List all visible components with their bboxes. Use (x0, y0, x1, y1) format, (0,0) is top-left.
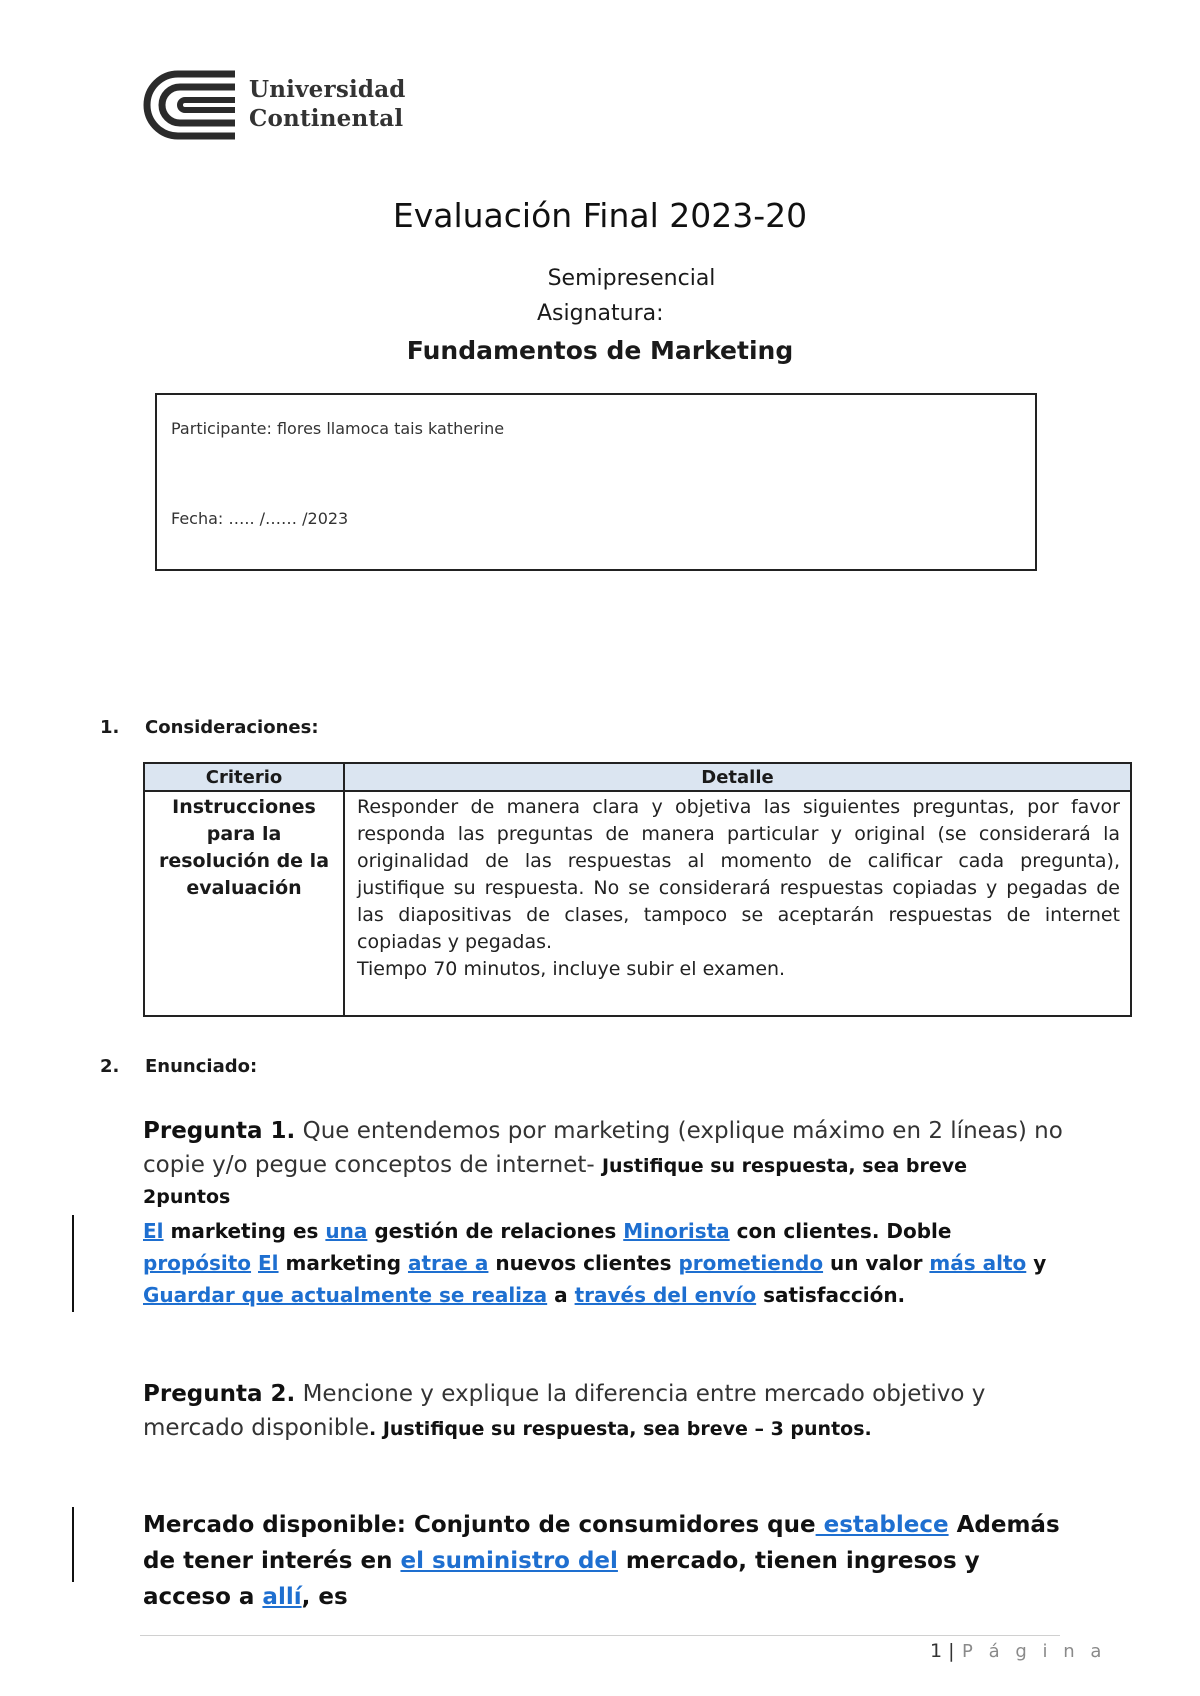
section2-number: 2. (100, 1056, 120, 1077)
question-2-instruction: . Justifique su respuesta, sea breve – 3 puntos. (368, 1418, 872, 1440)
question-1-label: Pregunta 1. (143, 1118, 296, 1144)
answer-2-segment: mercado, tienen ingresos y acceso a (143, 1548, 980, 1610)
question-1-instruction: Justifique su respuesta, sea breve (601, 1155, 968, 1177)
answer-1-segment: El (143, 1219, 164, 1243)
table-cell-criterio: Instrucciones para la resolución de la evaluación (144, 791, 344, 1016)
subject-name: Fundamentos de Marketing (406, 336, 794, 365)
question-1-prompt: Que entendemos por marketing (explique máximo en 2 líneas) no copie y/o pegue conceptos de internet- (143, 1118, 1063, 1178)
answer-1-segment: Guardar que actualmente se realiza (143, 1283, 548, 1307)
participant-field: Participante: flores llamoca tais katherine (171, 419, 505, 438)
page-word: P á g i n a (962, 1641, 1107, 1662)
answer-1-segment (251, 1251, 258, 1275)
page-number-value: 1 (930, 1640, 943, 1662)
detail-time: Tiempo 70 minutos, incluye subir el examen. (357, 958, 786, 980)
section1-number: 1. (100, 717, 120, 738)
answer-1-segment: prometiendo (678, 1251, 824, 1275)
answer-1-segment: través del envío (574, 1283, 757, 1307)
answer-1-segment: atrae a (407, 1251, 489, 1275)
answer-1-segment: gestión de relaciones (367, 1219, 624, 1243)
section1-heading: Consideraciones: (145, 717, 319, 738)
answer-1-segment: y (1026, 1251, 1047, 1275)
criteria-table (143, 762, 1132, 1017)
answer-2 (143, 1507, 1063, 1615)
question-2-prompt: Mencione y explique la diferencia entre mercado objetivo y mercado disponible (143, 1381, 986, 1441)
answer-2-segment: el suministro del (400, 1548, 618, 1574)
question-1-points: 2puntos (143, 1186, 231, 1208)
answer-1-segment: marketing (278, 1251, 408, 1275)
modality: Semipresencial (547, 266, 716, 291)
table-header-criterio: Criterio (144, 763, 344, 791)
question-2-text (143, 1377, 1073, 1446)
question-2 (143, 1377, 1073, 1446)
answer-2-segment: establece (815, 1512, 949, 1538)
table-header-row (144, 763, 1131, 791)
answer-1-segment: marketing es (163, 1219, 326, 1243)
date-field: Fecha: ….. /…… /2023 (171, 509, 349, 528)
document-title: Evaluación Final 2023-20 (392, 196, 808, 235)
answer-1-segment: Minorista (623, 1219, 730, 1243)
university-logo (143, 70, 406, 140)
answer-2-segment: , es (301, 1584, 348, 1610)
page-number (930, 1640, 955, 1662)
question-1 (143, 1114, 1073, 1211)
answer-2-segment: allí (262, 1584, 302, 1610)
answer-1-segment: propósito (143, 1251, 252, 1275)
answer-1-segment: un valor (823, 1251, 930, 1275)
logo-mark-icon (143, 70, 243, 140)
question-2-label: Pregunta 2. (143, 1381, 296, 1407)
logo-text-line2: Continental (249, 105, 404, 132)
table-cell-detalle (344, 791, 1131, 1016)
answer-2-segment: Mercado disponible: Conjunto de consumidores que (143, 1512, 816, 1538)
answer-1-segment: satisfacción. (756, 1283, 906, 1307)
table-header-detalle: Detalle (344, 763, 1131, 791)
participant-info-box (155, 393, 1037, 571)
table-row (144, 791, 1131, 1016)
answer-1-segment: a (547, 1283, 575, 1307)
change-bar (72, 1215, 74, 1312)
subject-label: Asignatura: (537, 301, 664, 326)
question-1-text (143, 1114, 1073, 1183)
answer-1-segment: una (325, 1219, 368, 1243)
answer-1-segment: con clientes. Doble (729, 1219, 952, 1243)
answer-2-segment: Además de tener interés en (143, 1512, 1060, 1574)
answer-1 (143, 1215, 1063, 1311)
section2-heading: Enunciado: (145, 1056, 258, 1077)
page-separator: | (948, 1640, 955, 1662)
footer-divider (140, 1635, 1060, 1636)
logo-text-line1: Universidad (249, 76, 406, 103)
change-bar (72, 1507, 74, 1582)
answer-1-segment: El (258, 1251, 279, 1275)
detail-paragraph: Responder de manera clara y objetiva las siguientes preguntas, por favor responda las preguntas de manera particular y original (se considerará la originalidad de las respuestas al momento de calificar cada pregunta), justifique su respuesta. No se considerará respuestas copiadas y pegadas de las diapositivas de clases, tampoco se aceptarán respuestas de internet copiadas y pegadas. (357, 796, 1120, 953)
answer-1-segment: más alto (929, 1251, 1027, 1275)
answer-1-segment: nuevos clientes (488, 1251, 679, 1275)
